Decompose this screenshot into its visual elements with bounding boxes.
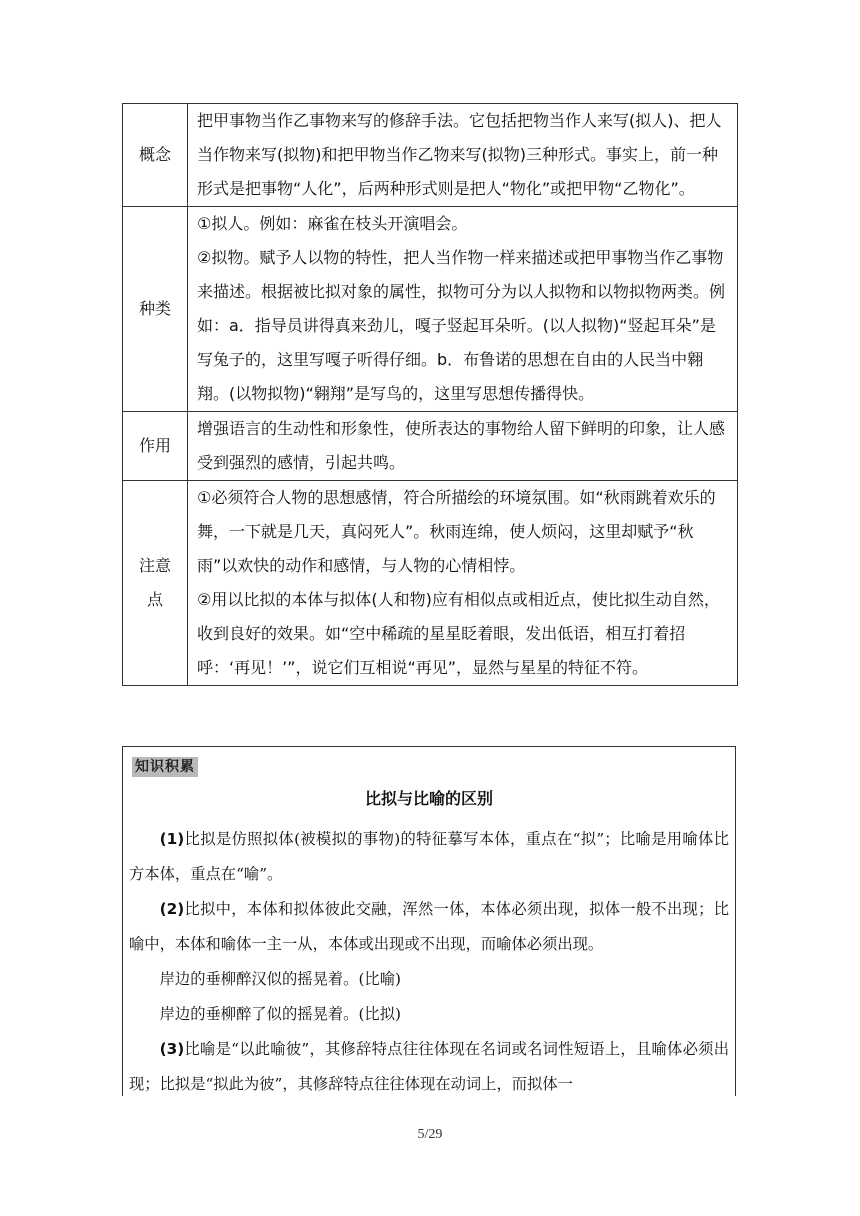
table-row-concept: [123, 104, 738, 207]
concept-paragraph: 把甲事物当作乙事物来写的修辞手法。它包括把物当作人来写(拟人)、把人当作物来写(拟物)和把甲物当作乙物来写(拟物)三种形式。事实上，前一种形式是把事物“人化”，后两种形式则是把人“物化”或把甲物“乙物化”。: [197, 111, 722, 198]
notes-paragraph-1: ①必须符合人物的思想感情，符合所描绘的环境氛围。如“秋雨跳着欢乐的舞，一下就是几天，真闷死人”。秋雨连绵，使人烦闷，这里却赋予“秋雨”以欢快的动作和感情，与人物的心情相悖。: [197, 488, 716, 575]
rhetoric-table: [122, 103, 738, 686]
row-label-notes: [123, 481, 188, 686]
point-1-number: (1): [159, 830, 185, 848]
row-content-notes: [188, 481, 738, 686]
point-2-text: 比拟中，本体和拟体彼此交融，浑然一体，本体必须出现，拟体一般不出现；比喻中，本体和喻体一主一从，本体或出现或不出现，而喻体必须出现。: [129, 900, 729, 953]
point-2-number: (2): [159, 900, 185, 918]
function-paragraph: 增强语言的生动性和形象性，使所表达的事物给人留下鲜明的印象，让人感受到强烈的感情，引起共鸣。: [197, 419, 726, 472]
knowledge-tag: 知识积累: [132, 757, 198, 777]
point-3-number: (3): [159, 1040, 185, 1058]
row-content-function: [188, 412, 738, 481]
notes-paragraph-2: ②用以比拟的本体与拟体(人和物)应有相似点或相近点，使比拟生动自然，收到良好的效果。如“空中稀疏的星星眨着眼，发出低语，相互打着招呼：‘再见！’”，说它们互相说“再见”，显然与星星的特征不符。: [197, 590, 720, 677]
types-paragraph-objectification: ②拟物。赋予人以物的特性，把人当作物一样来描述或把甲事物当作乙事物来描述。根据被比拟对象的属性，拟物可分为以人拟物和以物拟物两类。例如：a．指导员讲得真来劲儿，嘎子竖起耳朵听。(以人拟物)“竖起耳朵”是写兔子的，这里写嘎子听得仔细。b．布鲁诺的思想在自由的人民当中翱翔。(以物拟物)“翱翔”是写鸟的，这里写思想传播得快。: [197, 248, 726, 403]
table-row-notes: [123, 481, 738, 686]
knowledge-point-1: [129, 822, 729, 892]
row-label-function: 作用: [123, 412, 188, 481]
types-paragraph-personification: ①拟人。例如：麻雀在枝头开演唱会。: [197, 214, 468, 233]
row-content-types: [188, 207, 738, 412]
example-personification: 岸边的垂柳醉了似的摇晃着。(比拟): [159, 1005, 401, 1023]
row-label-types: 种类: [123, 207, 188, 412]
point-3-text: 比喻是“以此喻彼”，其修辞特点往往体现在名词或名词性短语上，且喻体必须出现；比拟是“拟此为彼”，其修辞特点往往体现在动词上，而拟体一: [129, 1040, 729, 1093]
row-label-concept: 概念: [123, 104, 188, 207]
knowledge-point-2: [129, 892, 729, 962]
table-row-types: [123, 207, 738, 412]
knowledge-title: 比拟与比喻的区别: [364, 789, 493, 808]
example-simile: 岸边的垂柳醉汉似的摇晃着。(比喻): [159, 970, 401, 988]
point-1-text: 比拟是仿照拟体(被模拟的事物)的特征摹写本体，重点在“拟”；比喻是用喻体比方本体，重点在“喻”。: [129, 830, 729, 883]
knowledge-box: [122, 746, 736, 1096]
page-number: 5/29: [417, 1127, 443, 1142]
row-label-notes-line2: 点: [146, 590, 163, 609]
knowledge-body: [129, 822, 729, 1096]
table-row-function: [123, 412, 738, 481]
row-content-concept: [188, 104, 738, 207]
knowledge-point-3: [129, 1032, 729, 1096]
row-label-notes-line1: 注意: [138, 556, 171, 575]
